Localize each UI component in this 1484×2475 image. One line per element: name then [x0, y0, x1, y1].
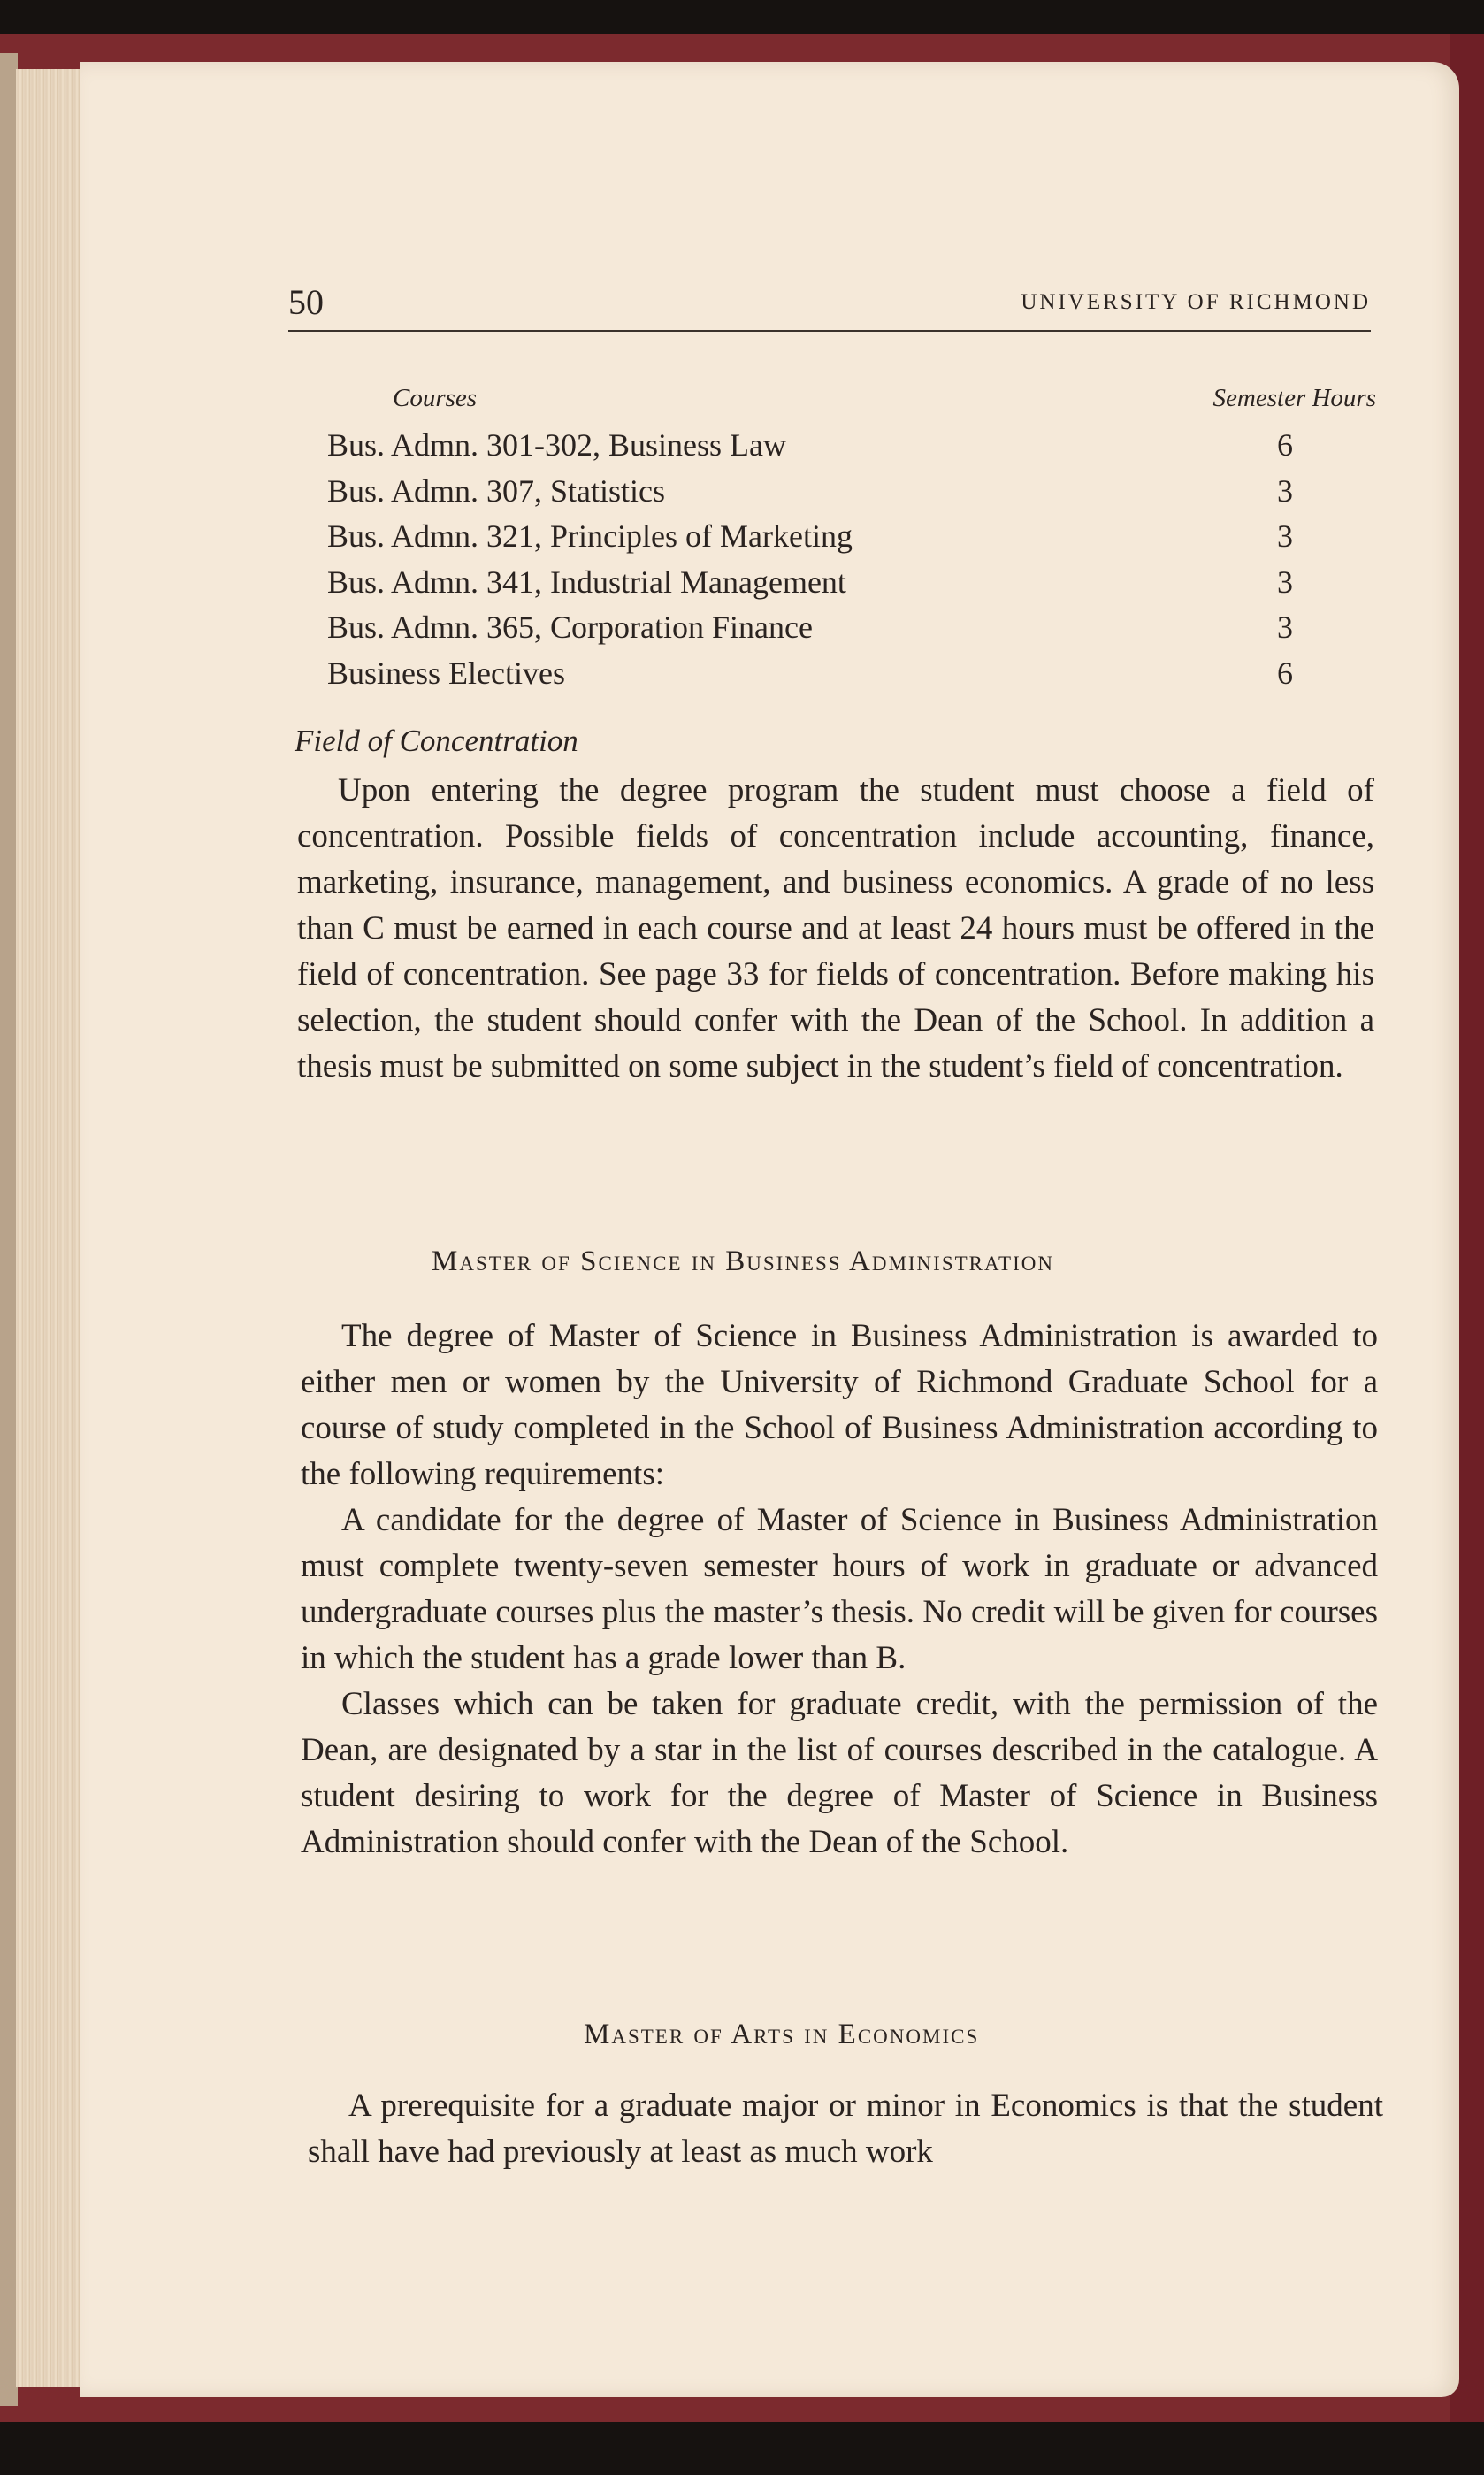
ms-section-body	[301, 1314, 1378, 1866]
course-hours: 6	[1277, 655, 1293, 691]
course-hours: 3	[1277, 609, 1293, 645]
concentration-paragraph: Upon entering the degree program the student must choose a field of concentration. Possible fields of concentration include accounting, finance, marketing, insurance, management, and business economics. A grade of no less than C must be earned in each course and at least 24 hours must be offered in the field of concentration. See page 33 for fields of concentration. Before making his selection, the student should confer with the Dean of the School. In addition a thesis must be submitted on some subject in the student’s field of concentration.	[297, 772, 1374, 1084]
table-header	[288, 380, 1376, 426]
table-row	[288, 426, 1376, 472]
course-name: Bus. Admn. 307, Statistics	[327, 472, 666, 509]
page-stack-edges	[16, 69, 80, 2387]
course-hours: 3	[1277, 518, 1293, 554]
ma-section-body	[308, 2083, 1383, 2175]
section-heading-ma: Master of Arts in Economics	[584, 2019, 980, 2050]
course-hours: 6	[1277, 427, 1293, 463]
ms-paragraph-1: The degree of Master of Science in Business Administration is awarded to either men or women by the University of Richmond Graduate School for a course of study completed in the School of Business Administration according to the following requirements:	[301, 1318, 1378, 1492]
running-title: UNIVERSITY OF RICHMOND	[1021, 290, 1371, 314]
page-gutter	[0, 53, 18, 2406]
column-header-semester-hours: Semester Hours	[1212, 384, 1376, 412]
table-row	[288, 517, 1376, 563]
course-hours: 3	[1277, 563, 1293, 600]
column-header-courses: Courses	[393, 384, 478, 412]
page-number: 50	[288, 282, 324, 322]
course-name: Bus. Admn. 321, Principles of Marketing	[327, 518, 853, 554]
course-name: Business Electives	[327, 655, 565, 691]
section-heading-ms: Master of Science in Business Administration	[432, 1245, 1054, 1277]
table-row	[288, 655, 1376, 701]
ma-paragraph: A prerequisite for a graduate major or minor in Economics is that the student shall have had previously at least as much work	[308, 2088, 1383, 2170]
table-row	[288, 472, 1376, 518]
course-name: Bus. Admn. 365, Corporation Finance	[327, 609, 813, 645]
background-top	[0, 0, 1484, 35]
concentration-body	[297, 768, 1374, 1090]
table-row	[288, 563, 1376, 609]
running-head	[288, 281, 1371, 327]
header-rule	[288, 330, 1371, 332]
course-name: Bus. Admn. 341, Industrial Management	[327, 563, 846, 600]
course-hours: 3	[1277, 472, 1293, 509]
courses-table	[288, 380, 1376, 700]
concentration-subhead: Field of Concentration	[295, 724, 578, 758]
course-name: Bus. Admn. 301-302, Business Law	[327, 427, 787, 463]
background-bottom	[0, 2422, 1484, 2475]
table-row	[288, 609, 1376, 655]
ms-paragraph-2: A candidate for the degree of Master of Science in Business Administration must complete twenty-seven semester hours of work in graduate or advanced undergraduate courses plus the master’s thesis. No credit will be given for courses in which the student has a grade lower than B.	[301, 1502, 1378, 1676]
ms-paragraph-3: Classes which can be taken for graduate credit, with the permission of the Dean, are designated by a star in the list of courses described in the catalogue. A student desiring to work for the degree of Master of Science in Business Administration should confer with the Dean of the School.	[301, 1686, 1378, 1860]
